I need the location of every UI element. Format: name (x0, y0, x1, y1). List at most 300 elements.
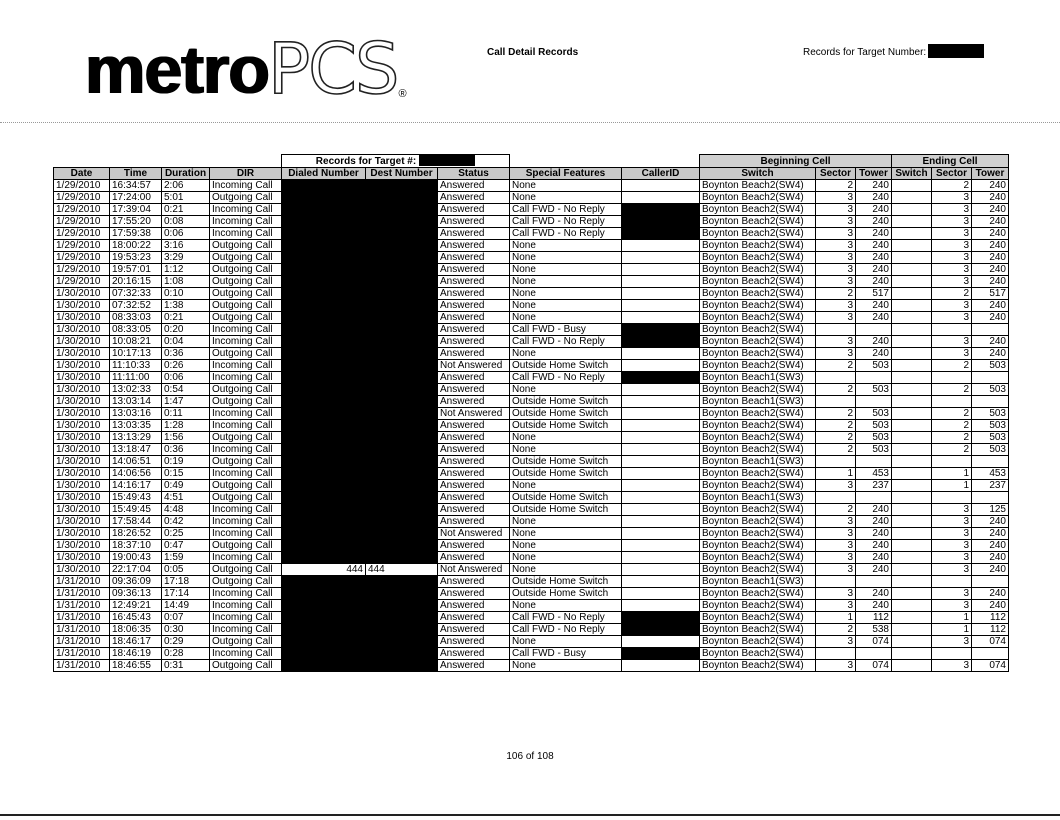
cell-callerid (622, 528, 700, 540)
page-number: 106 of 108 (506, 751, 554, 762)
cell-end-switch (892, 276, 932, 288)
cell-end-tower: 240 (972, 300, 1009, 312)
cell-status: Answered (438, 276, 510, 288)
cell-switch: Boynton Beach2(SW4) (700, 384, 816, 396)
cell-end-sector: 3 (932, 264, 972, 276)
cell-end-sector: 2 (932, 408, 972, 420)
cell-sector: 2 (816, 384, 856, 396)
cell-end-sector: 3 (932, 540, 972, 552)
cell-end-tower: 240 (972, 588, 1009, 600)
cell-dir: Incoming Call (210, 408, 282, 420)
cell-dir: Incoming Call (210, 228, 282, 240)
cell-end-sector: 3 (932, 336, 972, 348)
cell-status: Answered (438, 492, 510, 504)
cell-time: 18:06:35 (110, 624, 162, 636)
cell-dest-number-redacted (366, 528, 438, 540)
cell-dir: Incoming Call (210, 420, 282, 432)
cell-special-features: None (510, 300, 622, 312)
cell-status: Answered (438, 540, 510, 552)
cell-dir: Outgoing Call (210, 192, 282, 204)
cell-callerid (622, 444, 700, 456)
cell-callerid (622, 300, 700, 312)
cell-end-sector: 3 (932, 192, 972, 204)
cell-dialed-number-redacted (282, 540, 366, 552)
cell-time: 07:32:52 (110, 300, 162, 312)
cell-special-features: Outside Home Switch (510, 420, 622, 432)
cell-callerid (622, 600, 700, 612)
cell-sector: 3 (816, 348, 856, 360)
table-row (54, 216, 1009, 228)
cell-end-tower: 237 (972, 480, 1009, 492)
cell-status: Answered (438, 600, 510, 612)
cell-switch: Boynton Beach2(SW4) (700, 648, 816, 660)
cell-end-tower: 112 (972, 612, 1009, 624)
table-row (54, 600, 1009, 612)
cell-callerid (622, 312, 700, 324)
cell-end-switch (892, 600, 932, 612)
table-row (54, 612, 1009, 624)
table-row (54, 252, 1009, 264)
cell-tower (856, 372, 892, 384)
cell-switch: Boynton Beach2(SW4) (700, 516, 816, 528)
table-row (54, 540, 1009, 552)
cell-duration: 0:25 (162, 528, 210, 540)
cell-special-features: Outside Home Switch (510, 492, 622, 504)
table-row (54, 408, 1009, 420)
col-header-end-switch: Switch (892, 168, 932, 180)
cell-tower: 240 (856, 564, 892, 576)
cell-time: 12:49:21 (110, 600, 162, 612)
cell-sector (816, 648, 856, 660)
cell-end-switch (892, 660, 932, 672)
cell-dest-number-redacted (366, 180, 438, 192)
cell-special-features: Call FWD - No Reply (510, 612, 622, 624)
group-header-blank-2 (510, 155, 700, 168)
cell-end-switch (892, 540, 932, 552)
cell-end-tower: 240 (972, 252, 1009, 264)
cell-date: 1/29/2010 (54, 240, 110, 252)
cell-special-features: None (510, 264, 622, 276)
cell-end-tower: 240 (972, 204, 1009, 216)
cell-sector: 1 (816, 468, 856, 480)
cell-end-switch (892, 468, 932, 480)
cell-status: Answered (438, 420, 510, 432)
cell-end-sector: 2 (932, 360, 972, 372)
table-row (54, 468, 1009, 480)
cell-dir: Outgoing Call (210, 396, 282, 408)
cell-time: 22:17:04 (110, 564, 162, 576)
cell-duration: 0:31 (162, 660, 210, 672)
target-number-label: Records for Target Number: (803, 47, 927, 58)
cell-callerid (622, 480, 700, 492)
cell-date: 1/29/2010 (54, 264, 110, 276)
cell-callerid-redacted (622, 228, 700, 240)
table-row (54, 456, 1009, 468)
cell-switch: Boynton Beach2(SW4) (700, 324, 816, 336)
cell-end-sector: 3 (932, 564, 972, 576)
cell-dir: Incoming Call (210, 372, 282, 384)
table-row (54, 588, 1009, 600)
cell-status: Answered (438, 204, 510, 216)
table-row (54, 480, 1009, 492)
cell-end-sector: 3 (932, 300, 972, 312)
cell-sector: 3 (816, 216, 856, 228)
cell-status: Answered (438, 240, 510, 252)
cell-dialed-number-redacted (282, 648, 366, 660)
table-row (54, 564, 1009, 576)
cell-end-sector (932, 456, 972, 468)
cell-special-features: None (510, 288, 622, 300)
cell-duration: 0:21 (162, 312, 210, 324)
cell-end-switch (892, 576, 932, 588)
cell-tower: 503 (856, 432, 892, 444)
cell-dir: Outgoing Call (210, 312, 282, 324)
cell-dest-number-redacted (366, 588, 438, 600)
cell-date: 1/30/2010 (54, 348, 110, 360)
cell-duration: 4:48 (162, 504, 210, 516)
cell-callerid-redacted (622, 624, 700, 636)
cell-dialed-number-redacted (282, 324, 366, 336)
cell-status: Answered (438, 216, 510, 228)
cell-tower: 074 (856, 660, 892, 672)
cell-switch: Boynton Beach2(SW4) (700, 420, 816, 432)
cell-end-switch (892, 264, 932, 276)
cell-duration: 0:08 (162, 216, 210, 228)
cell-dialed-number-redacted (282, 480, 366, 492)
cell-dir: Incoming Call (210, 204, 282, 216)
cell-date: 1/30/2010 (54, 540, 110, 552)
cell-special-features: Call FWD - No Reply (510, 624, 622, 636)
col-header-switch: Switch (700, 168, 816, 180)
cell-end-switch (892, 624, 932, 636)
cell-end-sector: 3 (932, 204, 972, 216)
cell-time: 18:46:55 (110, 660, 162, 672)
cell-switch: Boynton Beach1(SW3) (700, 456, 816, 468)
cell-special-features: Call FWD - Busy (510, 324, 622, 336)
cell-end-tower: 240 (972, 276, 1009, 288)
cell-dir: Outgoing Call (210, 636, 282, 648)
cell-tower: 517 (856, 288, 892, 300)
cell-dialed-number-redacted (282, 552, 366, 564)
cell-date: 1/31/2010 (54, 600, 110, 612)
cell-dest-number-redacted (366, 480, 438, 492)
table-group-header-row (54, 155, 1009, 168)
table-row (54, 372, 1009, 384)
cell-dir: Incoming Call (210, 504, 282, 516)
cell-dest-number-redacted (366, 288, 438, 300)
cell-duration: 0:36 (162, 348, 210, 360)
page-bottom-border (0, 814, 1060, 816)
cell-duration: 0:54 (162, 384, 210, 396)
cell-special-features: Outside Home Switch (510, 576, 622, 588)
cell-switch: Boynton Beach2(SW4) (700, 312, 816, 324)
cell-time: 10:08:21 (110, 336, 162, 348)
cell-switch: Boynton Beach2(SW4) (700, 252, 816, 264)
cell-switch: Boynton Beach2(SW4) (700, 276, 816, 288)
cell-end-tower: 240 (972, 336, 1009, 348)
cell-dest-number-redacted (366, 660, 438, 672)
cell-date: 1/30/2010 (54, 324, 110, 336)
cell-duration: 0:06 (162, 372, 210, 384)
cell-date: 1/29/2010 (54, 252, 110, 264)
cell-dest-number-redacted (366, 396, 438, 408)
cell-end-switch (892, 444, 932, 456)
cell-switch: Boynton Beach2(SW4) (700, 660, 816, 672)
cell-dest-number-redacted (366, 384, 438, 396)
cell-status: Answered (438, 444, 510, 456)
cell-tower (856, 648, 892, 660)
cell-status: Answered (438, 504, 510, 516)
cell-end-switch (892, 324, 932, 336)
cell-callerid-redacted (622, 216, 700, 228)
cell-time: 13:18:47 (110, 444, 162, 456)
cell-dir: Outgoing Call (210, 276, 282, 288)
cell-sector: 1 (816, 612, 856, 624)
cell-sector (816, 396, 856, 408)
table-row (54, 228, 1009, 240)
cell-dest-number-redacted (366, 204, 438, 216)
cell-date: 1/30/2010 (54, 528, 110, 540)
cell-date: 1/31/2010 (54, 660, 110, 672)
cell-date: 1/29/2010 (54, 204, 110, 216)
cell-dialed-number-redacted (282, 576, 366, 588)
cell-end-switch (892, 588, 932, 600)
cell-end-switch (892, 336, 932, 348)
cell-tower: 240 (856, 216, 892, 228)
cell-sector: 2 (816, 432, 856, 444)
cell-date: 1/31/2010 (54, 612, 110, 624)
cell-status: Answered (438, 480, 510, 492)
cell-tower: 503 (856, 384, 892, 396)
cell-special-features: Outside Home Switch (510, 588, 622, 600)
cell-callerid (622, 432, 700, 444)
cell-tower (856, 456, 892, 468)
cell-tower: 240 (856, 552, 892, 564)
cell-dest-number-redacted (366, 216, 438, 228)
cell-callerid (622, 288, 700, 300)
table-row (54, 624, 1009, 636)
cell-tower: 240 (856, 264, 892, 276)
cell-date: 1/29/2010 (54, 216, 110, 228)
cell-dialed-number-redacted (282, 180, 366, 192)
table-row (54, 432, 1009, 444)
cell-end-tower: 503 (972, 360, 1009, 372)
cell-date: 1/31/2010 (54, 636, 110, 648)
cell-end-sector: 3 (932, 636, 972, 648)
cell-callerid-redacted (622, 336, 700, 348)
cell-duration: 0:49 (162, 480, 210, 492)
cell-switch: Boynton Beach2(SW4) (700, 468, 816, 480)
cell-end-tower: 074 (972, 636, 1009, 648)
cell-sector: 2 (816, 420, 856, 432)
cell-switch: Boynton Beach2(SW4) (700, 228, 816, 240)
cell-duration: 0:10 (162, 288, 210, 300)
cell-special-features: None (510, 432, 622, 444)
cell-status: Answered (438, 624, 510, 636)
cell-date: 1/30/2010 (54, 360, 110, 372)
cell-date: 1/30/2010 (54, 564, 110, 576)
cell-dir: Outgoing Call (210, 240, 282, 252)
cell-duration: 0:15 (162, 468, 210, 480)
cell-sector (816, 492, 856, 504)
cell-duration: 0:36 (162, 444, 210, 456)
cell-dialed-number-redacted (282, 384, 366, 396)
cell-switch: Boynton Beach2(SW4) (700, 528, 816, 540)
cell-duration: 0:42 (162, 516, 210, 528)
cell-dest-number-redacted (366, 240, 438, 252)
cell-switch: Boynton Beach2(SW4) (700, 204, 816, 216)
table-row (54, 180, 1009, 192)
cell-end-tower: 125 (972, 504, 1009, 516)
cell-status: Not Answered (438, 564, 510, 576)
cell-time: 17:58:44 (110, 516, 162, 528)
cell-end-switch (892, 216, 932, 228)
cell-tower: 240 (856, 312, 892, 324)
cell-sector: 3 (816, 204, 856, 216)
cell-sector: 3 (816, 192, 856, 204)
cell-dir: Outgoing Call (210, 576, 282, 588)
cell-switch: Boynton Beach2(SW4) (700, 408, 816, 420)
cell-duration: 1:08 (162, 276, 210, 288)
cell-special-features: Outside Home Switch (510, 468, 622, 480)
cell-end-sector: 2 (932, 384, 972, 396)
cell-end-sector (932, 324, 972, 336)
cell-dest-number-redacted (366, 576, 438, 588)
cell-time: 13:03:35 (110, 420, 162, 432)
cell-dialed-number-redacted (282, 240, 366, 252)
cell-dest-number-redacted (366, 276, 438, 288)
cell-switch: Boynton Beach2(SW4) (700, 264, 816, 276)
cell-tower: 240 (856, 204, 892, 216)
cell-date: 1/29/2010 (54, 276, 110, 288)
cell-switch: Boynton Beach1(SW3) (700, 396, 816, 408)
cell-time: 17:24:00 (110, 192, 162, 204)
cell-switch: Boynton Beach2(SW4) (700, 600, 816, 612)
cell-special-features: None (510, 192, 622, 204)
cell-dest-number-redacted (366, 336, 438, 348)
cell-dest-number-redacted (366, 492, 438, 504)
cell-end-sector: 3 (932, 504, 972, 516)
cell-sector: 3 (816, 540, 856, 552)
cell-dialed-number-redacted (282, 612, 366, 624)
cell-end-switch (892, 516, 932, 528)
cell-special-features: None (510, 480, 622, 492)
cell-dest-number-redacted (366, 504, 438, 516)
cell-date: 1/29/2010 (54, 192, 110, 204)
cell-end-switch (892, 360, 932, 372)
cell-time: 15:49:45 (110, 504, 162, 516)
cell-callerid (622, 504, 700, 516)
cell-sector: 3 (816, 516, 856, 528)
cell-dir: Incoming Call (210, 588, 282, 600)
cell-dir: Incoming Call (210, 516, 282, 528)
cell-special-features: Outside Home Switch (510, 456, 622, 468)
cell-dir: Outgoing Call (210, 432, 282, 444)
table-row (54, 396, 1009, 408)
cell-callerid (622, 660, 700, 672)
cell-duration: 0:07 (162, 612, 210, 624)
cell-special-features: Call FWD - No Reply (510, 204, 622, 216)
cell-date: 1/30/2010 (54, 516, 110, 528)
cell-dest-number-redacted (366, 252, 438, 264)
cell-switch: Boynton Beach2(SW4) (700, 624, 816, 636)
cell-special-features: Call FWD - No Reply (510, 228, 622, 240)
cell-status: Answered (438, 180, 510, 192)
cell-callerid (622, 264, 700, 276)
cell-end-sector: 1 (932, 480, 972, 492)
cell-end-tower: 240 (972, 528, 1009, 540)
cell-dest-number-redacted (366, 300, 438, 312)
cell-end-sector: 3 (932, 348, 972, 360)
cell-end-sector: 3 (932, 588, 972, 600)
cell-status: Answered (438, 588, 510, 600)
cell-end-sector: 3 (932, 516, 972, 528)
cell-special-features: None (510, 348, 622, 360)
cell-callerid (622, 360, 700, 372)
cell-end-sector: 2 (932, 432, 972, 444)
cell-dir: Outgoing Call (210, 300, 282, 312)
cell-special-features: None (510, 384, 622, 396)
cell-time: 17:59:38 (110, 228, 162, 240)
cell-end-tower: 240 (972, 240, 1009, 252)
cell-dialed-number-redacted (282, 516, 366, 528)
cell-end-sector: 3 (932, 240, 972, 252)
cell-sector: 3 (816, 600, 856, 612)
cell-end-sector: 2 (932, 420, 972, 432)
table-row (54, 528, 1009, 540)
cell-sector: 3 (816, 660, 856, 672)
cell-end-sector: 2 (932, 444, 972, 456)
cell-dialed-number-redacted (282, 624, 366, 636)
cell-time: 08:33:05 (110, 324, 162, 336)
cell-end-switch (892, 384, 932, 396)
cell-end-tower: 240 (972, 516, 1009, 528)
cell-special-features: None (510, 540, 622, 552)
cell-time: 18:26:52 (110, 528, 162, 540)
cell-callerid (622, 492, 700, 504)
cell-status: Answered (438, 372, 510, 384)
table-row (54, 504, 1009, 516)
cell-end-tower (972, 492, 1009, 504)
cell-dialed-number-redacted (282, 228, 366, 240)
cell-dir: Outgoing Call (210, 264, 282, 276)
document-title: Call Detail Records (487, 47, 579, 58)
cell-tower: 240 (856, 600, 892, 612)
col-header-dialed-number: Dialed Number (282, 168, 366, 180)
cell-callerid (622, 576, 700, 588)
cell-special-features: None (510, 444, 622, 456)
cell-status: Answered (438, 552, 510, 564)
cell-dest-number-redacted (366, 612, 438, 624)
cell-switch: Boynton Beach2(SW4) (700, 432, 816, 444)
cell-sector: 3 (816, 264, 856, 276)
cell-dialed-number-redacted (282, 468, 366, 480)
cell-time: 09:36:13 (110, 588, 162, 600)
cell-special-features: None (510, 276, 622, 288)
cell-dir: Outgoing Call (210, 348, 282, 360)
cell-dir: Outgoing Call (210, 540, 282, 552)
cell-dialed-number-redacted (282, 432, 366, 444)
cell-sector: 2 (816, 444, 856, 456)
cell-end-switch (892, 456, 932, 468)
cell-time: 20:16:15 (110, 276, 162, 288)
cell-tower: 240 (856, 252, 892, 264)
cell-sector: 2 (816, 288, 856, 300)
cell-time: 17:55:20 (110, 216, 162, 228)
cell-status: Answered (438, 636, 510, 648)
cell-end-sector (932, 372, 972, 384)
cell-status: Not Answered (438, 360, 510, 372)
